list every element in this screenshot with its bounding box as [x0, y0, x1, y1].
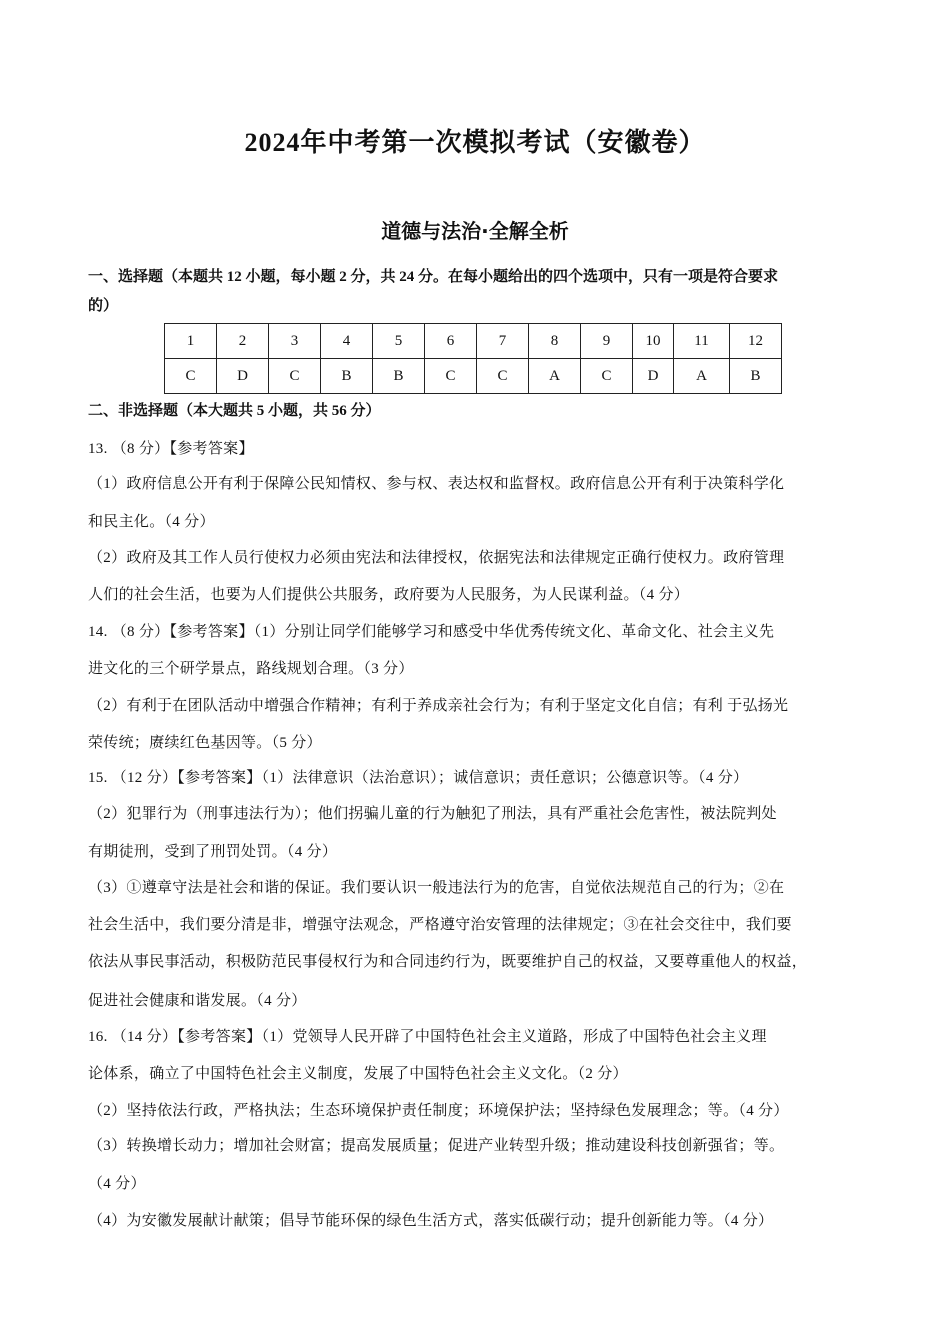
answer-line: 和民主化。（4 分） [88, 514, 215, 530]
question-number-cell: 5 [373, 324, 425, 359]
answer-cell: C [581, 359, 633, 394]
answer-cell: A [529, 359, 581, 394]
answer-line: 16. （14 分）【参考答案】（1）党领导人民开辟了中国特色社会主义道路，形成了中国特色社会主义理 [88, 1029, 767, 1045]
answer-line: （3）①遵章守法是社会和谐的保证。我们要认识一般违法行为的危害，自觉依法规范自己的行为；②在 [88, 880, 785, 896]
question-number-cell: 6 [425, 324, 477, 359]
answer-line: 促进社会健康和谐发展。（4 分） [88, 993, 307, 1009]
answer-table-answer-row [165, 359, 782, 394]
question-number-cell: 8 [529, 324, 581, 359]
question-number-cell: 1 [165, 324, 217, 359]
question-number-cell: 9 [581, 324, 633, 359]
question-number-cell: 4 [321, 324, 373, 359]
answer-cell: C [269, 359, 321, 394]
answer-line: （1）政府信息公开有利于保障公民知情权、参与权、表达权和监督权。政府信息公开有利于决策科学化 [88, 476, 785, 492]
answer-line: （2）犯罪行为（刑事违法行为）；他们拐骗儿童的行为触犯了刑法，具有严重社会危害性，被法院判处 [88, 806, 777, 822]
answer-cell: C [477, 359, 529, 394]
question-number-cell: 12 [730, 324, 782, 359]
answer-cell: C [165, 359, 217, 394]
answer-line: （3）转换增长动力；增加社会财富；提高发展质量；促进产业转型升级；推动建设科技创新强省；等。 [88, 1138, 785, 1154]
answer-table [164, 323, 782, 394]
answer-line: 13. （8 分）【参考答案】 [88, 441, 254, 457]
answer-line: 人们的社会生活，也要为人们提供公共服务，政府要为人民服务，为人民谋利益。（4 分） [88, 587, 690, 603]
answer-line: 荣传统；赓续红色基因等。（5 分） [88, 735, 322, 751]
answer-line: （2）有利于在团队活动中增强合作精神；有利于养成亲社会行为；有利于坚定文化自信；有利 于弘扬光 [88, 698, 789, 714]
question-number-cell: 2 [217, 324, 269, 359]
answer-line: （2）坚持依法行政，严格执法；生态环境保护责任制度；环境保护法；坚持绿色发展理念；等。（4 分） [88, 1103, 789, 1119]
answer-line: 论体系，确立了中国特色社会主义制度，发展了中国特色社会主义文化。（2 分） [88, 1066, 628, 1082]
answer-line: （4 分） [88, 1176, 146, 1192]
question-number-cell: 7 [477, 324, 529, 359]
answer-line: 14. （8 分）【参考答案】（1）分别让同学们能够学习和感受中华优秀传统文化、革命文化、社会主义先 [88, 624, 775, 640]
answer-table-number-row [165, 324, 782, 359]
answer-line: 进文化的三个研学景点，路线规划合理。（3 分） [88, 661, 414, 677]
section1-heading-line1: 一、选择题（本题共 12 小题，每小题 2 分，共 24 分。在每小题给出的四个选项中，只有一项是符合要求 [88, 269, 779, 285]
answer-line: 有期徒刑，受到了刑罚处罚。（4 分） [88, 844, 338, 860]
question-number-cell: 3 [269, 324, 321, 359]
page-title: 2024年中考第一次模拟考试（安徽卷） [244, 128, 706, 157]
answer-cell: B [373, 359, 425, 394]
section1-heading-line2: 的） [88, 298, 119, 314]
answer-cell: B [321, 359, 373, 394]
section2-heading: 二、非选择题（本大题共 5 小题，共 56 分） [88, 403, 381, 419]
question-number-cell: 11 [674, 324, 730, 359]
answer-line: 社会生活中，我们要分清是非，增强守法观念，严格遵守治安管理的法律规定；③在社会交往中，我们要 [88, 917, 792, 933]
answer-line: （2）政府及其工作人员行使权力必须由宪法和法律授权，依据宪法和法律规定正确行使权力。政府管理 [88, 550, 785, 566]
answer-line: 依法从事民事活动，积极防范民事侵权行为和合同违约行为，既要维护自己的权益，又要尊重他人的权益， [88, 954, 808, 970]
answer-cell: C [425, 359, 477, 394]
answer-cell: B [730, 359, 782, 394]
answer-cell: D [633, 359, 674, 394]
page-subtitle: 道德与法治·全解全析 [381, 219, 569, 243]
answer-cell: A [674, 359, 730, 394]
answer-cell: D [217, 359, 269, 394]
answer-line: （4）为安徽发展献计献策；倡导节能环保的绿色生活方式，落实低碳行动；提升创新能力等。（4 分） [88, 1213, 774, 1229]
answer-line: 15. （12 分）【参考答案】（1）法律意识（法治意识）；诚信意识；责任意识；公德意识等。（4 分） [88, 770, 749, 786]
question-number-cell: 10 [633, 324, 674, 359]
